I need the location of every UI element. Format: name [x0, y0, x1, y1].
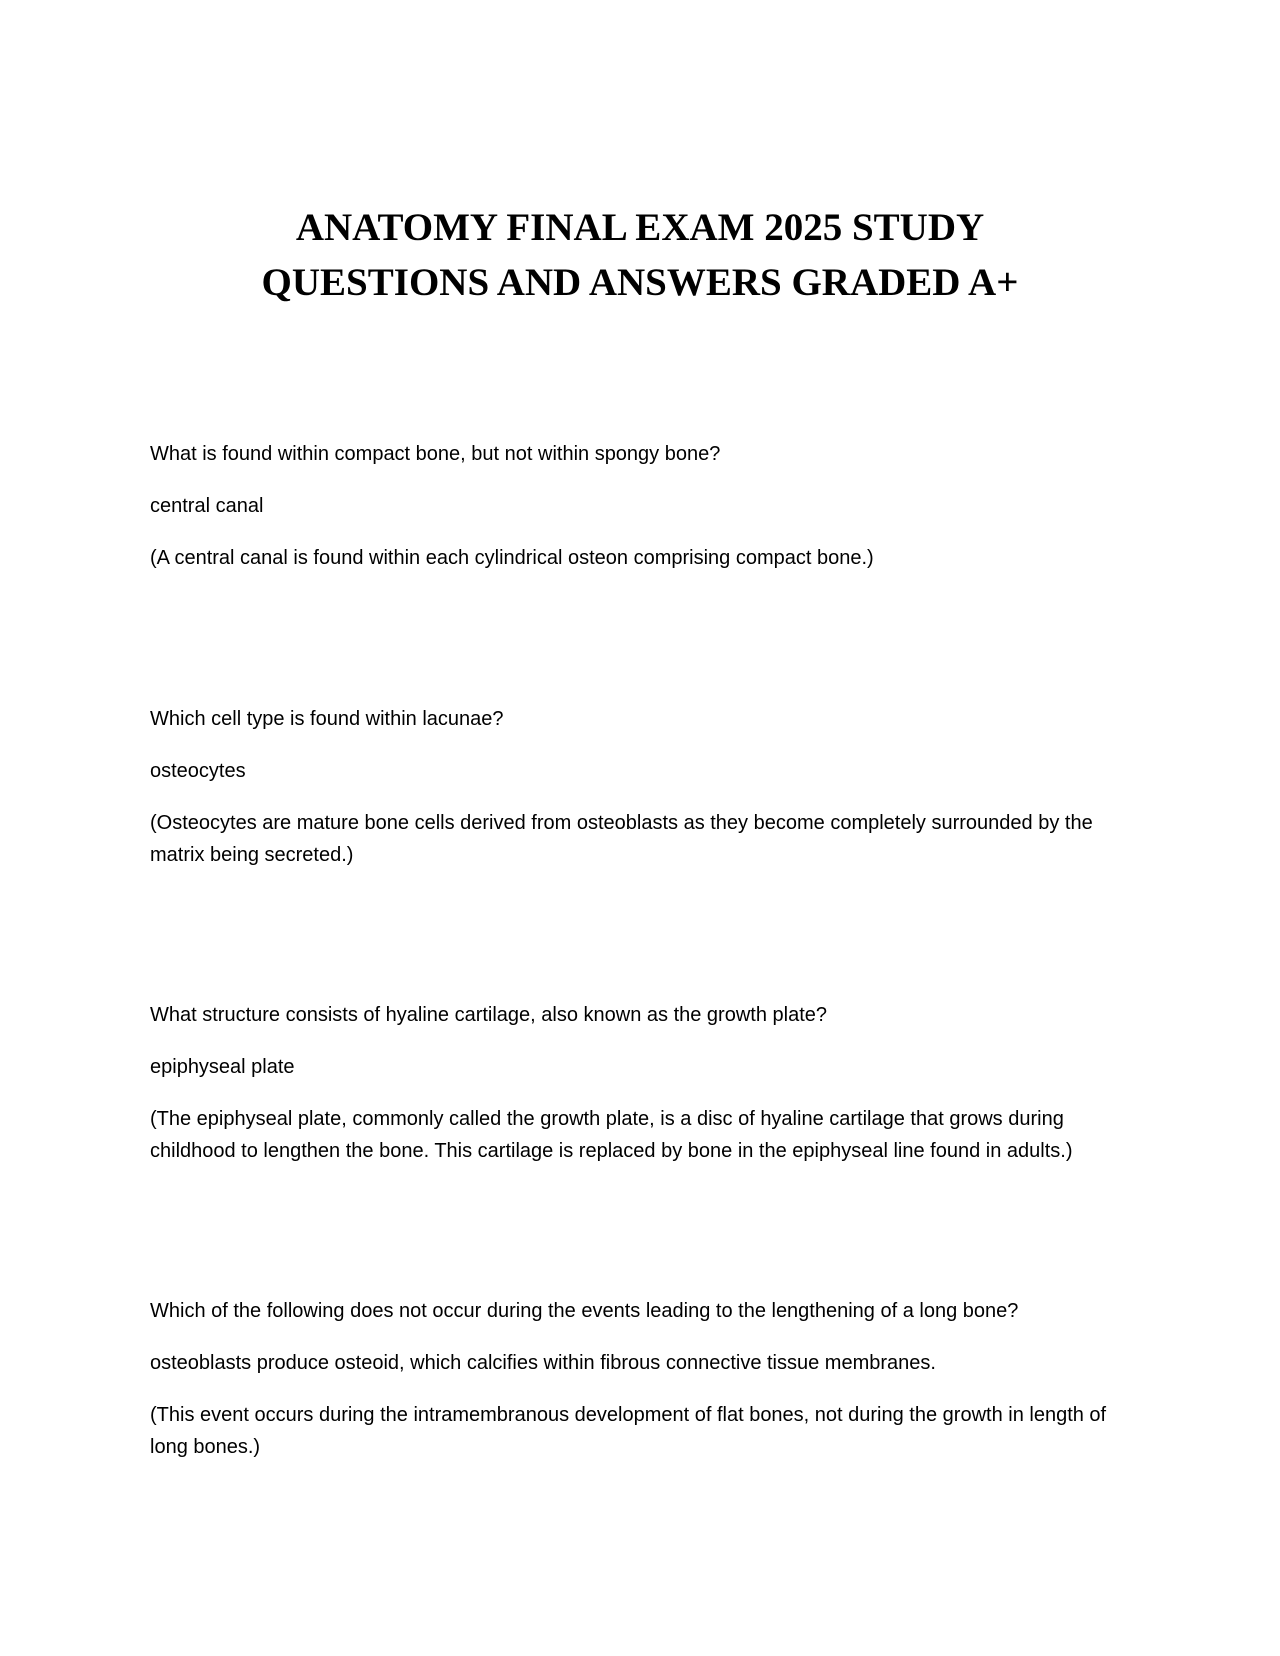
document-title — [0, 200, 1280, 310]
question-4: Which of the following does not occur during the events leading to the lengthening of a long bone? — [150, 1300, 1019, 1322]
answer-2: osteocytes — [150, 760, 246, 782]
title-line-1: ANATOMY FINAL EXAM 2025 STUDY — [295, 206, 985, 249]
answer-4: osteoblasts produce osteoid, which calcifies within fibrous connective tissue membranes. — [150, 1352, 936, 1374]
question-3: What structure consists of hyaline cartilage, also known as the growth plate? — [150, 1004, 828, 1026]
explanation-4: (This event occurs during the intramembranous development of flat bones, not during the growth in length of long bones.) — [150, 1404, 1107, 1458]
question-1: What is found within compact bone, but not within spongy bone? — [150, 443, 721, 465]
explanation-2: (Osteocytes are mature bone cells derived from osteoblasts as they become completely surrounded by the matrix being secreted.) — [150, 812, 1093, 866]
explanation-3: (The epiphyseal plate, commonly called the growth plate, is a disc of hyaline cartilage that grows during childhood to lengthen the bone. This cartilage is replaced by bone in the epiphyseal line found in adults.) — [150, 1108, 1073, 1162]
answer-1: central canal — [150, 495, 264, 517]
title-line-2: QUESTIONS AND ANSWERS GRADED A+ — [261, 261, 1019, 304]
answer-3: epiphyseal plate — [150, 1056, 295, 1078]
question-2: Which cell type is found within lacunae? — [150, 708, 504, 730]
explanation-1: (A central canal is found within each cylindrical osteon comprising compact bone.) — [150, 547, 874, 569]
